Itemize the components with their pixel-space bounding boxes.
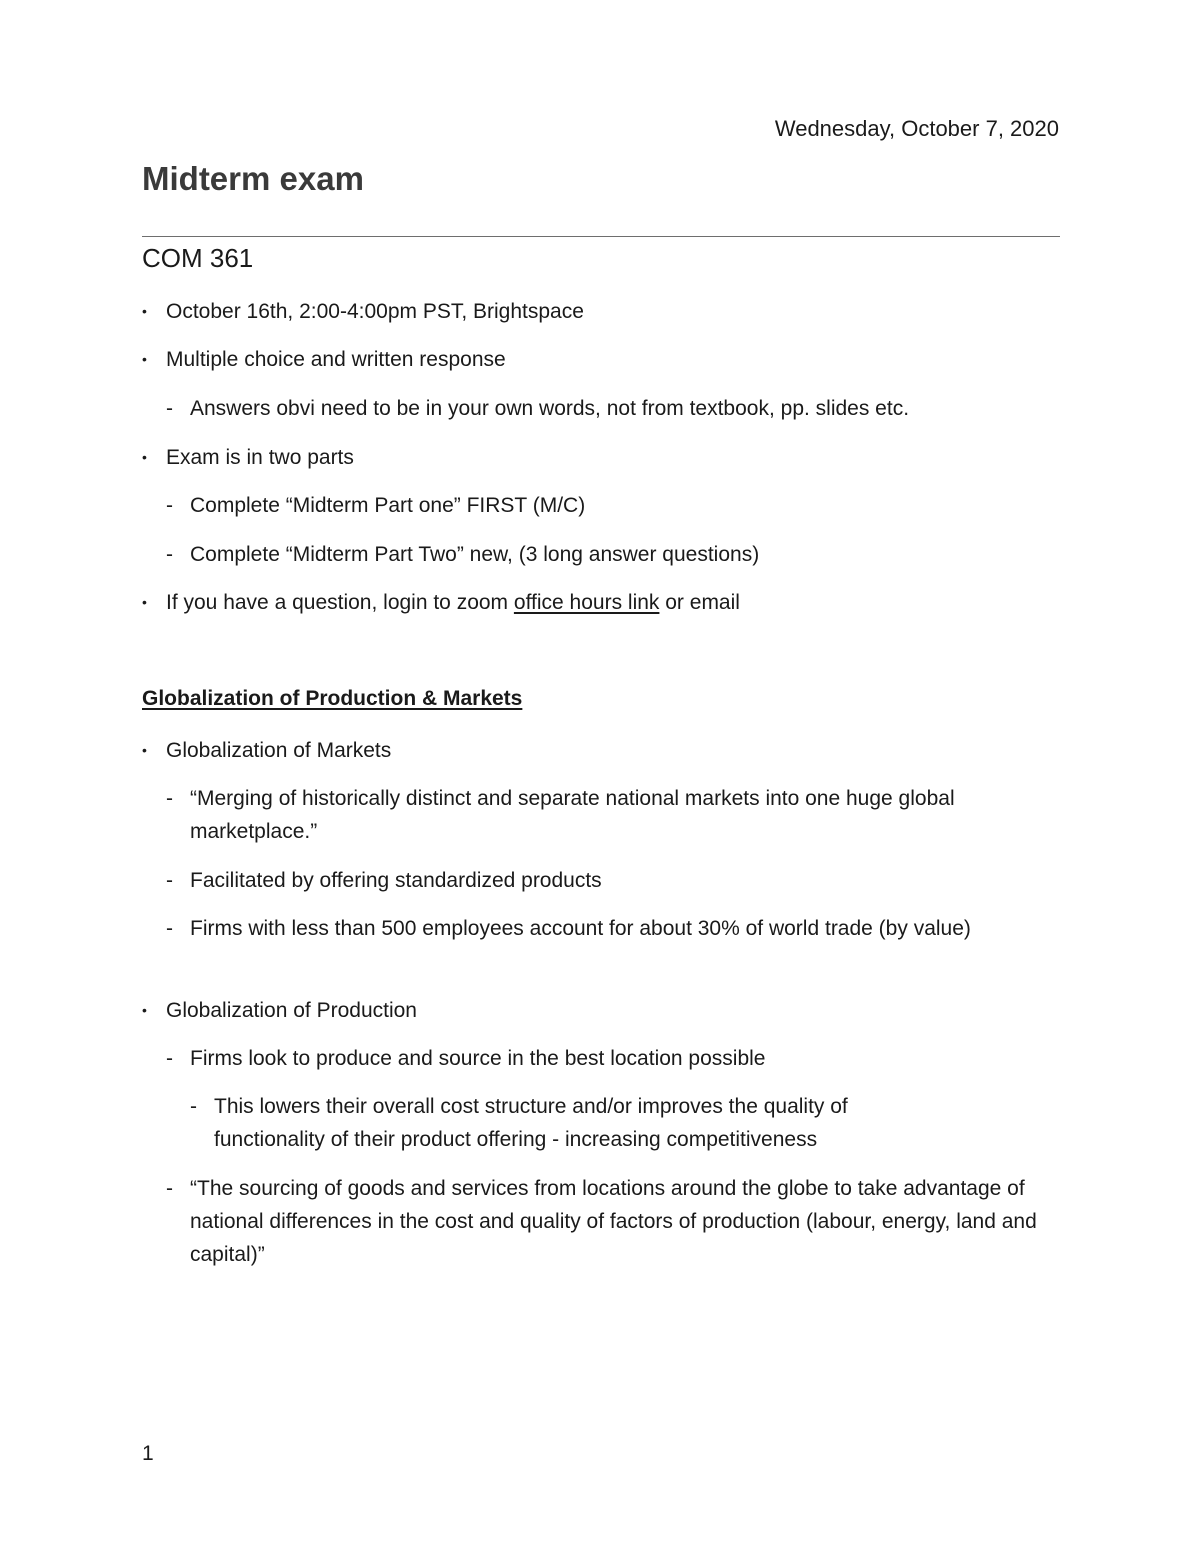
list-item (142, 586, 1046, 619)
list-item (142, 441, 1046, 474)
dash-marker: - (166, 787, 173, 810)
list-item-text: This lowers their overall cost structure and/or improves the quality of functionality of their product offering - increasing competitiveness (214, 1095, 848, 1151)
list-item-text: “The sourcing of goods and services from locations around the globe to take advantage of national differences in the cost and quality of factors of production (labour, energy, land and capital)” (190, 1177, 1037, 1266)
list-item-text: Firms with less than 500 employees account for about 30% of world trade (by value) (190, 917, 971, 940)
list-item (166, 864, 1046, 897)
bullet-marker: • (142, 594, 147, 610)
dash-marker: - (166, 1047, 173, 1070)
list-item (166, 912, 1046, 945)
bullet-marker: • (142, 351, 147, 367)
list-item-text: Firms look to produce and source in the best location possible (190, 1047, 766, 1070)
list-item (190, 1090, 954, 1156)
list-item-text: Answers obvi need to be in your own words, not from textbook, pp. slides etc. (190, 397, 910, 420)
document-date: Wednesday, October 7, 2020 (774, 116, 1059, 141)
list-item-text: Complete “Midterm Part Two” new, (3 long answer questions) (190, 543, 760, 566)
list-item-text: Complete “Midterm Part one” FIRST (M/C) (190, 494, 586, 517)
dash-marker: - (166, 1177, 173, 1200)
list-item-text: If you have a question, login to zoom (166, 591, 514, 614)
list-item (166, 1042, 1046, 1075)
list-item (142, 734, 1046, 767)
list-item (166, 489, 1046, 522)
list-item (166, 392, 1046, 425)
list-item-text: Multiple choice and written response (166, 348, 506, 371)
page-title: Midterm exam (142, 160, 364, 197)
dash-marker: - (166, 869, 173, 892)
dash-marker: - (166, 917, 173, 940)
dash-marker: - (166, 397, 173, 420)
page-number: 1 (142, 1442, 154, 1465)
list-item-text: Exam is in two parts (166, 446, 354, 469)
dash-marker: - (166, 494, 173, 517)
bullet-marker: • (142, 742, 147, 758)
list-item-text: or email (659, 591, 740, 614)
title-divider (142, 236, 1060, 237)
list-item (142, 994, 1046, 1027)
list-item-text: Facilitated by offering standardized products (190, 869, 602, 892)
dash-marker: - (166, 543, 173, 566)
list-item (166, 538, 1046, 571)
bullet-marker: • (142, 1002, 147, 1018)
list-item (166, 782, 1046, 848)
dash-marker: - (190, 1095, 197, 1118)
list-item-text: “Merging of historically distinct and separate national markets into one huge global marketplace.” (190, 787, 955, 843)
list-item (142, 295, 1046, 328)
list-item-text: October 16th, 2:00-4:00pm PST, Brightspace (166, 300, 584, 323)
bullet-marker: • (142, 449, 147, 465)
section-heading: Globalization of Production & Markets (142, 687, 523, 710)
list-item (166, 1172, 1050, 1271)
office-hours-link[interactable]: office hours link (513, 591, 660, 614)
bullet-marker: • (142, 303, 147, 319)
list-item-text: Globalization of Markets (166, 739, 392, 762)
course-code: COM 361 (142, 243, 254, 273)
list-item (142, 343, 1046, 376)
list-item-text: Globalization of Production (166, 999, 417, 1022)
